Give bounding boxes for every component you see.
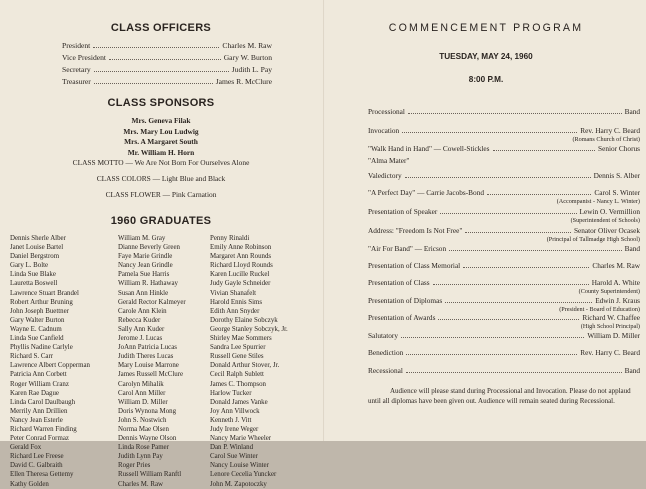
leader-dots bbox=[406, 372, 622, 373]
program-item bbox=[368, 331, 640, 341]
leader-dots bbox=[487, 194, 591, 195]
graduate-name: JoAnn Patricia Lucas bbox=[118, 344, 177, 352]
graduate-name: Sally Ann Kuder bbox=[118, 325, 165, 333]
program-item-performer: Harold A. White bbox=[591, 278, 640, 287]
program-item-note: (President - Board of Education) bbox=[559, 306, 640, 313]
program-item-label: Presentation of Speaker bbox=[368, 207, 438, 216]
leader-dots bbox=[463, 267, 589, 268]
leader-dots bbox=[94, 76, 213, 84]
program-item-row bbox=[368, 331, 640, 341]
graduate-name: Linda Carol Daulbaugh bbox=[10, 398, 76, 406]
graduate-name: Carolyn Mihalik bbox=[118, 380, 164, 388]
sponsor-name: Mrs. A Margaret South bbox=[124, 137, 198, 147]
graduate-name: William R. Hathaway bbox=[118, 280, 178, 288]
program-item-row bbox=[368, 278, 640, 288]
program-item-performer: Charles M. Raw bbox=[592, 261, 640, 270]
program-item-performer: Dennis S. Alber bbox=[593, 171, 640, 180]
program-item bbox=[368, 207, 640, 225]
graduate-name: Nancy Marie Wheeler bbox=[210, 435, 272, 443]
graduate-name: Margaret Ann Rounds bbox=[210, 253, 272, 261]
program-item-label: Salutatory bbox=[368, 331, 398, 340]
program-item-note: (Accompanist - Nancy L. Winter) bbox=[556, 198, 640, 205]
graduate-name: Gerald Fox bbox=[10, 444, 42, 452]
sponsor-name: Mrs. Mary Lou Ludwig bbox=[123, 126, 199, 136]
graduate-name: Doris Wynona Mong bbox=[118, 407, 177, 415]
leader-dots bbox=[445, 302, 592, 303]
graduates-column-3 bbox=[210, 234, 320, 489]
graduate-name: Emily Anne Robinson bbox=[210, 244, 272, 252]
program-item bbox=[368, 366, 640, 376]
graduate-name: Norma Mae Olsen bbox=[118, 425, 169, 433]
graduate-name: Harold Ennis Sims bbox=[210, 298, 263, 306]
program-item-label: "Air For Band" — Ericson bbox=[368, 244, 447, 253]
graduate-name: Russell William Ranftl bbox=[118, 471, 182, 479]
program-item bbox=[368, 313, 640, 331]
officer-role: Treasurer bbox=[62, 77, 91, 86]
graduate-name: John M. Zapotoczky bbox=[210, 480, 267, 488]
program-item-performer: Band bbox=[624, 107, 640, 116]
leader-dots bbox=[433, 284, 589, 285]
leader-dots bbox=[93, 40, 219, 48]
graduate-name: Carol Ann Miller bbox=[118, 389, 166, 397]
graduate-name: Edith Ann Snyder bbox=[210, 307, 260, 315]
officer-name: Gary W. Burton bbox=[223, 53, 272, 62]
program-item-performer: Band bbox=[624, 366, 640, 375]
program-time: 8:00 P.M. bbox=[468, 75, 504, 84]
graduate-name: Donald Arthur Stover, Jr. bbox=[210, 362, 280, 370]
graduate-name: Lawrence Albert Copperman bbox=[10, 362, 90, 370]
program-item bbox=[368, 156, 640, 166]
graduate-name: Susan Ann Hinkle bbox=[118, 289, 169, 297]
leader-dots bbox=[408, 113, 622, 114]
leader-dots bbox=[465, 232, 571, 233]
program-item bbox=[368, 144, 640, 154]
graduate-name: Karen Lucille Ruckel bbox=[210, 271, 270, 279]
graduate-name: Faye Marie Grindle bbox=[118, 253, 173, 261]
officer-row bbox=[62, 40, 272, 52]
sponsors-list bbox=[0, 116, 322, 158]
graduate-name: Gary Walter Burton bbox=[10, 316, 65, 324]
program-item-performer: William D. Miller bbox=[587, 331, 640, 340]
program-item bbox=[368, 107, 640, 117]
graduate-name: Donald James Vanke bbox=[210, 398, 268, 406]
graduate-name: Linda Sue Canfield bbox=[10, 335, 64, 343]
graduate-name: Penny Rinaldi bbox=[210, 235, 250, 242]
program-item-row bbox=[368, 226, 640, 236]
officer-row bbox=[62, 52, 272, 64]
program-item-row bbox=[368, 126, 640, 136]
graduate-name: Harlow Tucker bbox=[210, 389, 252, 397]
graduate-name: Carol Sue Winter bbox=[210, 453, 258, 461]
leader-dots bbox=[94, 64, 229, 72]
program-item-label: "Alma Mater" bbox=[368, 156, 410, 165]
program-item-row bbox=[368, 313, 640, 323]
leader-dots bbox=[109, 52, 221, 60]
graduate-name: Judith Lynn Pay bbox=[118, 453, 163, 461]
graduate-name: Joy Ann Villwock bbox=[210, 407, 260, 415]
graduate-name: Phyllis Nadine Carlyle bbox=[10, 344, 73, 352]
program-item-performer: Edwin J. Kraus bbox=[595, 296, 640, 305]
program-item-row bbox=[368, 144, 640, 154]
graduate-name: Judy Gayle Schneider bbox=[210, 280, 271, 288]
program-item-note: (County Superintendent) bbox=[578, 288, 640, 295]
program-item-label: Presentation of Class Memorial bbox=[368, 261, 461, 270]
leader-dots bbox=[438, 319, 579, 320]
graduate-name: Gerald Rector Kalmeyer bbox=[118, 298, 186, 306]
graduate-name: Lawrence Stuart Brandel bbox=[10, 289, 79, 297]
leader-dots bbox=[402, 132, 577, 133]
sponsors-heading: CLASS SPONSORS bbox=[107, 97, 215, 109]
graduate-name: Nancy Louise Winter bbox=[210, 462, 269, 470]
program-item-performer: Senior Chorus bbox=[598, 144, 640, 153]
graduate-name: Lauretta Boswell bbox=[10, 280, 58, 288]
graduate-name: Dianne Beverly Green bbox=[118, 244, 180, 252]
graduate-name: Ellen Theresa Gettemy bbox=[10, 471, 74, 479]
graduates-column-2 bbox=[118, 234, 210, 489]
program-item-row bbox=[368, 107, 640, 117]
program-item bbox=[368, 126, 640, 144]
graduate-name: Dan P. Winland bbox=[210, 444, 254, 452]
graduate-name: Patricia Ann Corbett bbox=[10, 371, 67, 379]
graduate-name: James Russell McClure bbox=[118, 371, 184, 379]
graduates-list bbox=[10, 234, 320, 489]
program-item-performer: Richard W. Chaffee bbox=[582, 313, 640, 322]
program-item-label: Invocation bbox=[368, 126, 400, 135]
graduate-name: Richard Warren Finding bbox=[10, 425, 77, 433]
program-item-row bbox=[368, 207, 640, 217]
graduate-name: Lenore Cecelia Yuncker bbox=[210, 471, 277, 479]
graduate-name: Judy Irene Weger bbox=[210, 425, 259, 433]
graduate-name: Mary Louise Marrone bbox=[118, 362, 179, 370]
class-motto: CLASS MOTTO — We Are Not Born For Ourselves Alone bbox=[72, 158, 250, 167]
graduate-name: Peter Conrad Formaz bbox=[10, 435, 69, 443]
program-item bbox=[368, 296, 640, 314]
officers-list bbox=[62, 40, 272, 88]
graduate-name: Nancy Jean Esterle bbox=[10, 416, 63, 424]
class-flower: CLASS FLOWER — Pink Carnation bbox=[105, 190, 217, 199]
graduate-name: Dennis Sherle Alber bbox=[10, 235, 66, 242]
program-item bbox=[368, 171, 640, 181]
graduate-name: George Stanley Sobczyk, Jr. bbox=[210, 325, 288, 333]
program-item bbox=[368, 261, 640, 271]
program-item-label: "A Perfect Day" — Carrie Jacobs-Bond bbox=[368, 188, 484, 197]
program-item bbox=[368, 278, 640, 296]
program-item-label: "Walk Hand in Hand" — Cowell-Stickles bbox=[368, 144, 490, 153]
graduate-name: Dorothy Elaine Sobczyk bbox=[210, 316, 278, 324]
program-item-note: (High School Principal) bbox=[580, 323, 640, 330]
program-item-performer: Band bbox=[624, 244, 640, 253]
graduate-name: William M. Gray bbox=[118, 235, 166, 242]
graduate-name: Daniel Bergstrom bbox=[10, 253, 60, 261]
leader-dots bbox=[401, 337, 584, 338]
graduate-name: Linda Sue Blake bbox=[10, 271, 56, 279]
graduate-name: Karen Rae Dague bbox=[10, 389, 59, 397]
program-item-row bbox=[368, 171, 640, 181]
program-item-performer: Lewin O. Vermillion bbox=[579, 207, 640, 216]
officer-name: James R. McClure bbox=[215, 77, 272, 86]
graduate-name: Shirley Mae Sommers bbox=[210, 335, 272, 343]
program-item bbox=[368, 244, 640, 254]
right-page bbox=[326, 0, 646, 441]
graduate-name: Janet Louise Bartel bbox=[10, 244, 64, 252]
left-page bbox=[0, 0, 322, 488]
graduate-name: Vivian Shanafelt bbox=[210, 289, 257, 297]
graduate-name: Roger William Cranz bbox=[10, 380, 69, 388]
program-item-row bbox=[368, 261, 640, 271]
graduate-name: Richard Lloyd Rounds bbox=[210, 262, 273, 270]
program-item-performer: Rev. Harry C. Beard bbox=[580, 348, 640, 357]
program-item-note: (Superintendent of Schools) bbox=[570, 217, 640, 224]
program-item-note: (Romans Church of Christ) bbox=[572, 136, 640, 143]
program-item-row bbox=[368, 348, 640, 358]
graduate-name: Sandra Lee Spurrier bbox=[210, 344, 266, 352]
officer-row bbox=[62, 64, 272, 76]
sponsor-name: Mr. William H. Horn bbox=[127, 147, 195, 157]
audience-note: Audience will please stand during Processional and Invocation. Please do not applaud until all diplomas have been given out. Audience will remain seated during Recessional. bbox=[368, 387, 631, 405]
graduate-name: James C. Thompson bbox=[210, 380, 266, 388]
program-item-label: Benediction bbox=[368, 348, 404, 357]
graduate-name: William D. Miller bbox=[118, 398, 168, 406]
officer-name: Charles M. Raw bbox=[222, 41, 272, 50]
graduates-column-1 bbox=[10, 234, 118, 489]
officer-row bbox=[62, 76, 272, 88]
program-date: TUESDAY, MAY 24, 1960 bbox=[439, 52, 533, 61]
program-item-performer: Carol S. Winter bbox=[594, 188, 640, 197]
officers-heading: CLASS OFFICERS bbox=[110, 22, 212, 34]
graduate-name: Roger Pries bbox=[118, 462, 151, 470]
sponsor-name: Mrs. Geneva Filak bbox=[131, 116, 191, 125]
leader-dots bbox=[493, 150, 596, 151]
graduate-name: Richard Lee Freese bbox=[10, 453, 64, 461]
graduate-name: Richard S. Carr bbox=[10, 353, 54, 361]
graduate-name: Robert Arthur Bruning bbox=[10, 298, 73, 306]
graduate-name: Kathy Golden bbox=[10, 480, 49, 488]
program-item bbox=[368, 348, 640, 358]
leader-dots bbox=[449, 250, 621, 251]
program-item-label: Presentation of Awards bbox=[368, 313, 436, 322]
graduate-name: Wayne E. Cadnum bbox=[10, 325, 62, 333]
graduate-name: Nancy Jean Grindle bbox=[118, 262, 173, 270]
program-item bbox=[368, 226, 640, 244]
graduate-name: Pamela Sue Harris bbox=[118, 271, 170, 279]
leader-dots bbox=[405, 177, 591, 178]
graduate-name: Carole Ann Klein bbox=[118, 307, 167, 315]
leader-dots bbox=[406, 354, 577, 355]
graduate-name: Cecil Ralph Sublett bbox=[210, 371, 264, 379]
graduate-name: John S. Nostwich bbox=[118, 416, 167, 424]
program-item-row bbox=[368, 366, 640, 376]
program-item-note: (Principal of Tallmadge High School) bbox=[546, 236, 640, 243]
graduate-name: Rebecca Kuder bbox=[118, 316, 161, 324]
program-item-performer: Senator Oliver Ocasek bbox=[573, 226, 640, 235]
officer-role: President bbox=[62, 41, 91, 50]
program-item-label: Recessional bbox=[368, 366, 403, 375]
graduate-name: Dennis Wayne Olson bbox=[118, 435, 177, 443]
program-item-label: Address: "Freedom Is Not Free" bbox=[368, 226, 463, 235]
program-item-label: Processional bbox=[368, 107, 405, 116]
graduate-name: Linda Rose Pamer bbox=[118, 444, 169, 452]
graduate-name: David C. Galbraith bbox=[10, 462, 63, 470]
program-item-row bbox=[368, 296, 640, 306]
program-title: COMMENCEMENT PROGRAM bbox=[388, 22, 584, 34]
program-item-row bbox=[368, 244, 640, 254]
graduate-name: John Joseph Buettner bbox=[10, 307, 69, 315]
class-colors: CLASS COLORS — Light Blue and Black bbox=[96, 174, 226, 183]
page-fold bbox=[323, 0, 325, 441]
leader-dots bbox=[440, 213, 576, 214]
program-item bbox=[368, 188, 640, 206]
program-item-label: Presentation of Class bbox=[368, 278, 430, 287]
graduate-name: Jerome J. Lucas bbox=[118, 335, 163, 343]
program-item-label: Presentation of Diplomas bbox=[368, 296, 443, 305]
officer-name: Judith L. Pay bbox=[231, 65, 272, 74]
graduates-heading: 1960 GRADUATES bbox=[110, 215, 212, 227]
graduate-name: Gary L. Bolte bbox=[10, 262, 49, 270]
officer-role: Secretary bbox=[62, 65, 91, 74]
program-item-label: Valedictory bbox=[368, 171, 402, 180]
graduate-name: Russell Gene Stiles bbox=[210, 353, 264, 361]
graduate-name: Kenneth J. Vitt bbox=[210, 416, 252, 424]
officer-role: Vice President bbox=[62, 53, 107, 62]
graduate-name: Charles M. Raw bbox=[118, 480, 163, 488]
program-item-row bbox=[368, 188, 640, 198]
graduate-name: Merrily Ann Drillien bbox=[10, 407, 68, 415]
program-item-performer: Rev. Harry C. Beard bbox=[580, 126, 640, 135]
graduate-name: Judith Theres Lucas bbox=[118, 353, 174, 361]
